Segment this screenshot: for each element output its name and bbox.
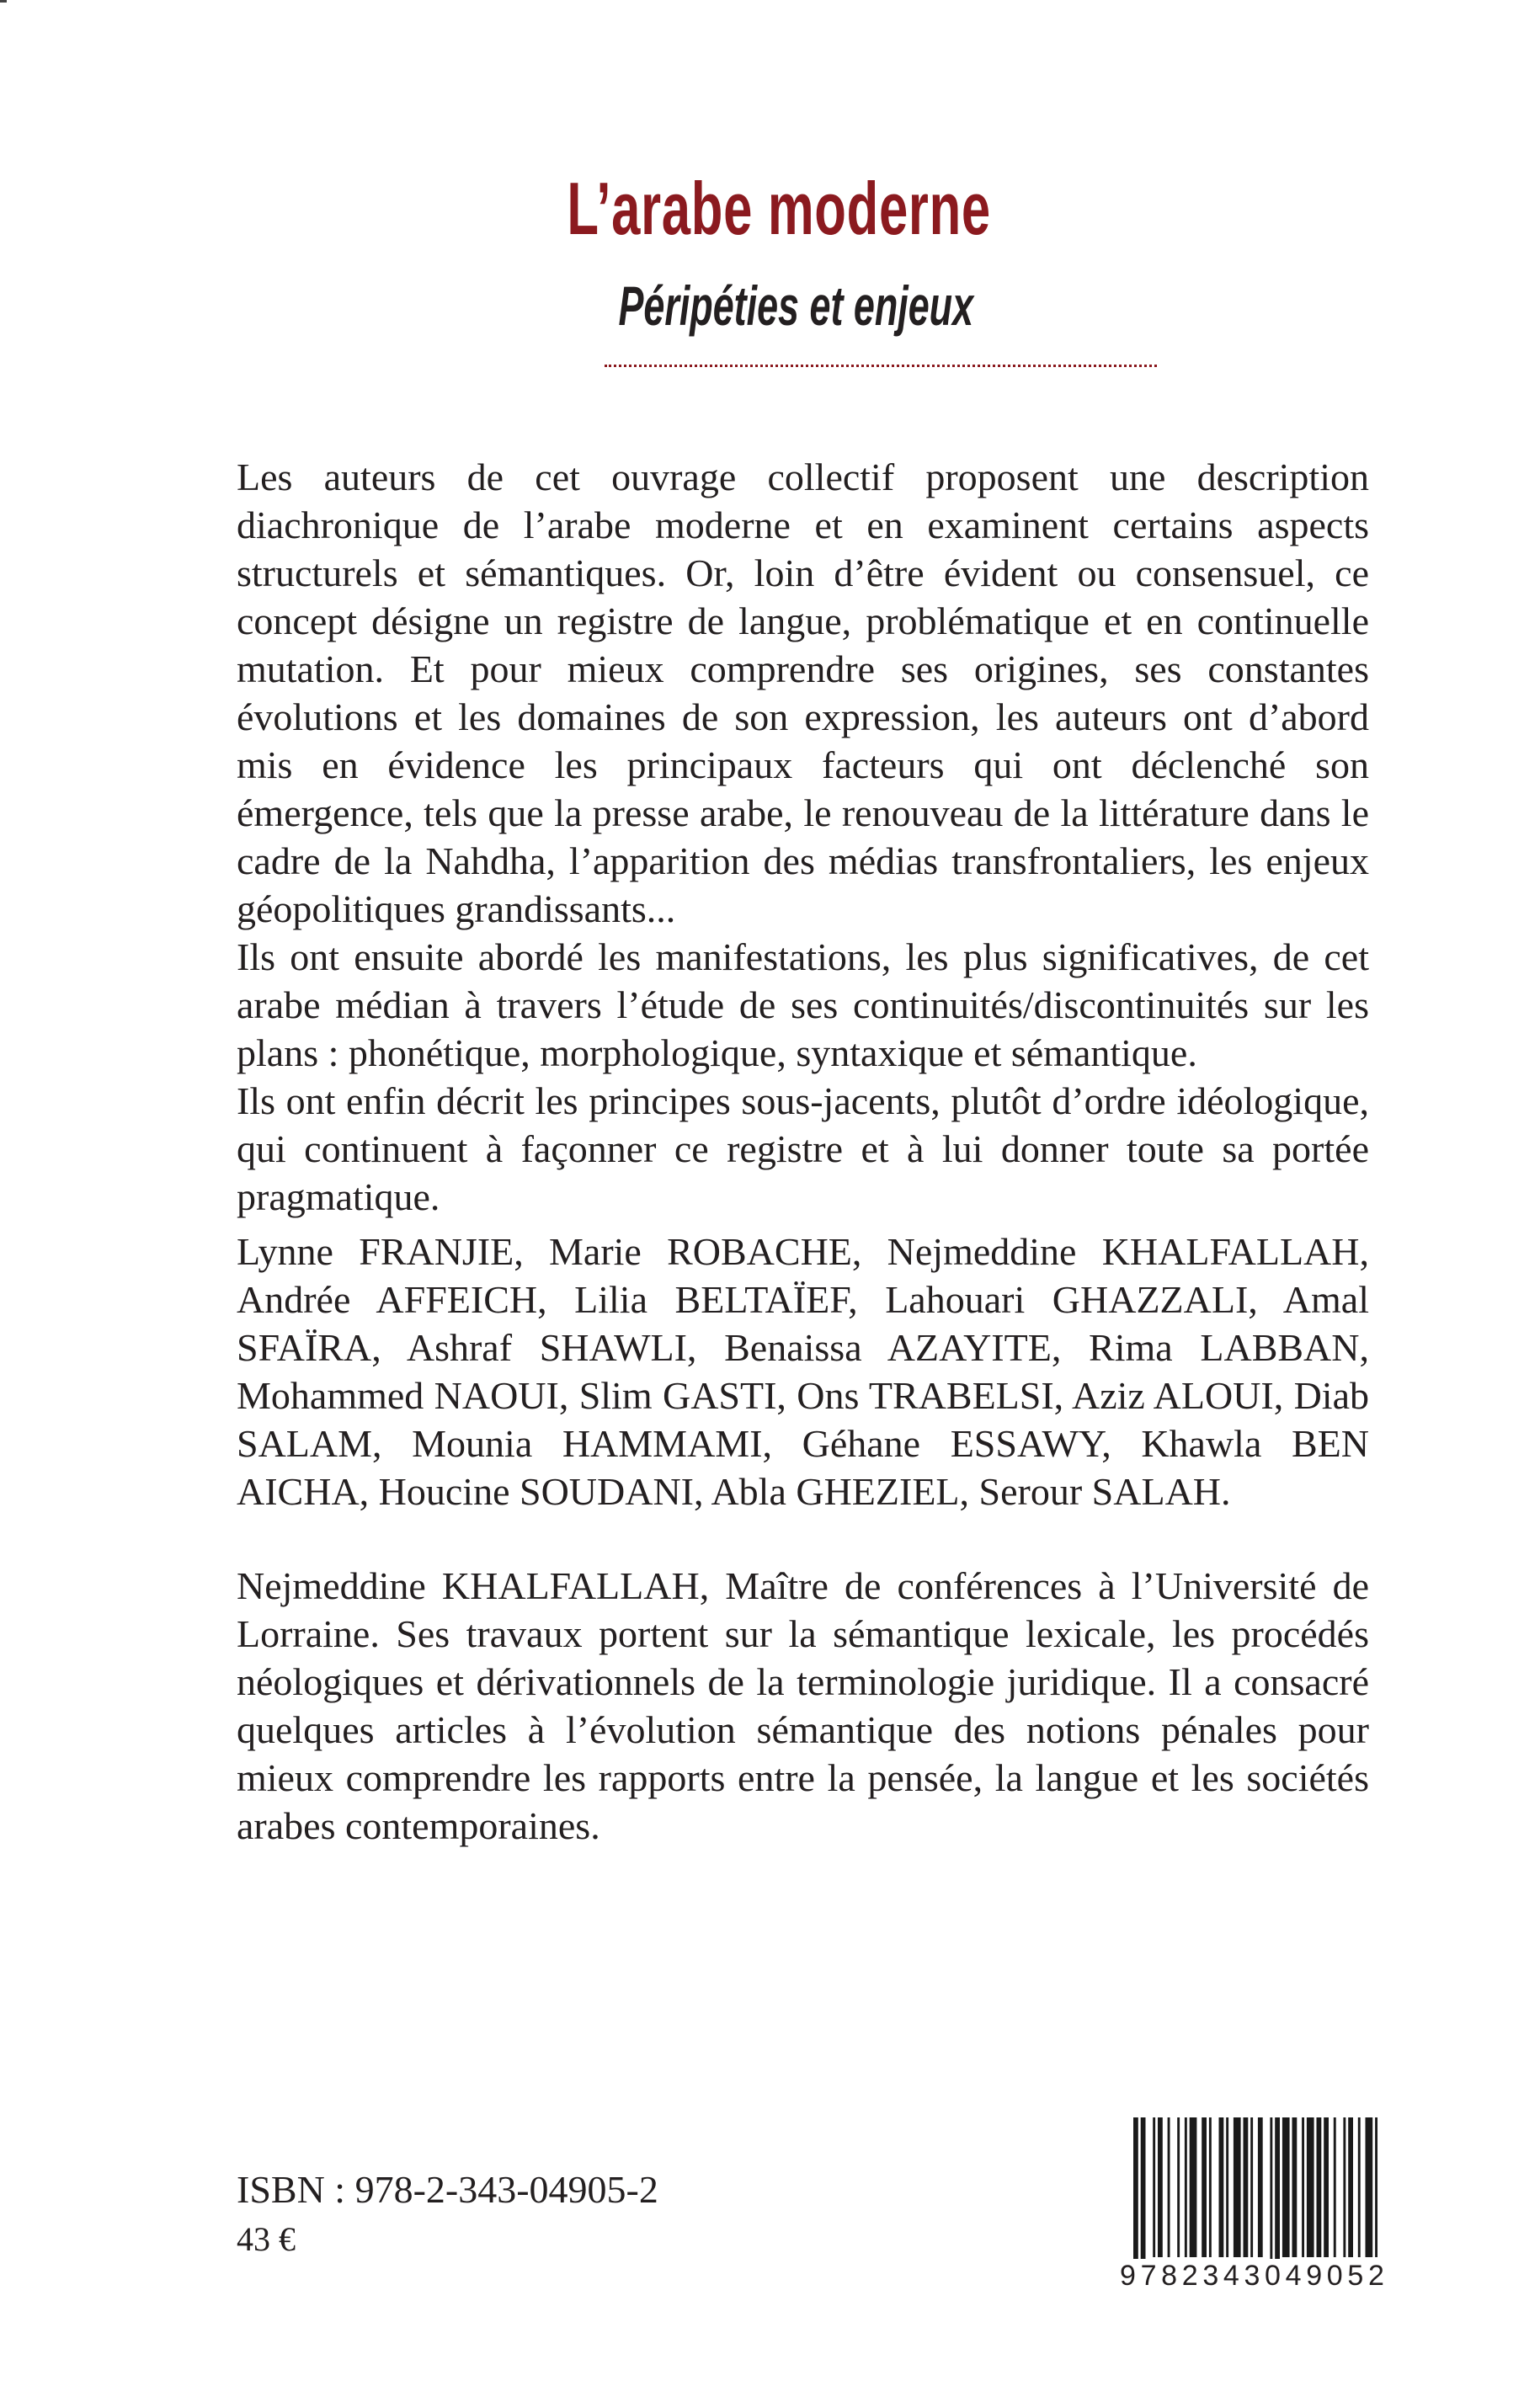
abstract (237, 453, 1369, 1221)
barcode-bar (1153, 2117, 1155, 2257)
barcode-digit: 3 (1244, 2260, 1260, 2292)
barcode-bar (1133, 2117, 1138, 2267)
barcode-bar (1190, 2117, 1197, 2257)
barcode-bar (1158, 2117, 1163, 2257)
crop-mark (0, 0, 7, 3)
author-bio: Nejmeddine KHALFALLAH, Maître de conférences à l’Université de Lorraine. Ses travaux portent sur la sémantique lexicale, les procédés néologiques et dérivationnels de la terminologie juridique. Il a consacré quelques articles à l’évolution sémantique des notions pénales pour mieux comprendre les rapports entre la pensée, la langue et les sociétés arabes contemporaines. (237, 1564, 1369, 1847)
barcode-digit: 3 (1202, 2260, 1219, 2292)
barcode-digit: 2 (1367, 2260, 1384, 2292)
barcode-digits (1118, 2259, 1386, 2293)
barcode-digit: 8 (1161, 2260, 1178, 2292)
barcode-bars (1118, 2117, 1386, 2267)
barcode-bar (1202, 2117, 1207, 2257)
barcode-bar (1358, 2117, 1361, 2257)
barcode-bar (1334, 2117, 1336, 2257)
barcode-digit: 4 (1223, 2260, 1239, 2292)
abstract-paragraph: Les auteurs de cet ouvrage collectif proposent une description diachronique de l’arabe moderne et en examinent certains aspects structurels et sémantiques. Or, loin d’être évident ou consensuel, ce concept désigne un registre de langue, problématique et en continuelle mutation. Et pour mieux comprendre ses origines, ses constantes évolutions et les domaines de son expression, les auteurs ont d’abord mis en évidence les principaux facteurs qui ont déclenché son émergence, tels que la presse arabe, le renouveau de la littérature dans le cadre de la Nahdha, l’apparition des médias transfrontaliers, les enjeux géopolitiques grandissants... (237, 455, 1369, 930)
abstract-paragraph: Ils ont ensuite abordé les manifestations, les plus significatives, de cet arabe médian à travers l’étude de ses continuités/discontinuités sur les plans : phonétique, morphologique, syntaxique et sémantique. (237, 935, 1369, 1074)
barcode-bar (1168, 2117, 1170, 2257)
barcode-bar (1209, 2117, 1212, 2257)
barcode-digit: 4 (1285, 2260, 1302, 2292)
barcode-bar (1270, 2117, 1272, 2267)
barcode-bar (1317, 2117, 1322, 2257)
barcode-bar (1244, 2117, 1249, 2257)
barcode-bar (1234, 2117, 1241, 2257)
barcode-bar (1324, 2117, 1329, 2257)
barcode (1118, 2117, 1386, 2298)
barcode-digit: 0 (1265, 2260, 1281, 2292)
barcode-digit: 0 (1326, 2260, 1343, 2292)
barcode-bar (1258, 2117, 1263, 2257)
barcode-digit: 9 (1120, 2260, 1136, 2292)
barcode-bar (1226, 2117, 1228, 2257)
barcode-bar (1348, 2117, 1353, 2257)
barcode-digit: 2 (1181, 2260, 1198, 2292)
contributors-list: Lynne FRANJIE, Marie ROBACHE, Nejmeddine KHALFALLAH, Andrée AFFEICH, Lilia BELTAÏEF, Lahouari GHAZZALI, Amal SFAÏRA, Ashraf SHAWLI, Benaissa AZAYITE, Rima LABBAN, Mohammed NAOUI, Slim GASTI, Ons TRABELSI, Aziz ALOUI, Diab SALAM, Mounia HAMMAMI, Géhane ESSAWY, Khawla BEN AICHA, Houcine SOUDANI, Abla GHEZIEL, Serour SALAH. (237, 1230, 1369, 1513)
isbn: ISBN : 978-2-343-04905-2 (237, 2168, 658, 2211)
barcode-digit: 9 (1306, 2260, 1323, 2292)
barcode-bar (1302, 2117, 1304, 2257)
barcode-bar (1366, 2117, 1373, 2257)
barcode-bar (1250, 2117, 1253, 2257)
barcode-bar (1275, 2117, 1280, 2267)
barcode-bar (1282, 2117, 1290, 2257)
book-title: L’arabe moderne (567, 167, 991, 250)
barcode-bar (1307, 2117, 1314, 2257)
barcode-bar (1375, 2117, 1377, 2257)
dotted-divider (605, 365, 1157, 367)
barcode-digit: 5 (1347, 2260, 1364, 2292)
barcode-bar (1292, 2117, 1298, 2257)
barcode-digit: 7 (1140, 2260, 1157, 2292)
barcode-bar (1177, 2117, 1180, 2257)
barcode-bar (1219, 2117, 1224, 2257)
barcode-bar (1343, 2117, 1346, 2257)
barcode-bar (1141, 2117, 1146, 2267)
abstract-paragraph: Ils ont enfin décrit les principes sous-jacents, plutôt d’ordre idéologique, qui continuent à façonner ce registre et à lui donner toute sa portée pragmatique. (237, 1079, 1369, 1218)
price: 43 € (237, 2220, 296, 2258)
barcode-bar (1185, 2117, 1187, 2257)
book-subtitle: Péripéties et enjeux (618, 274, 974, 337)
